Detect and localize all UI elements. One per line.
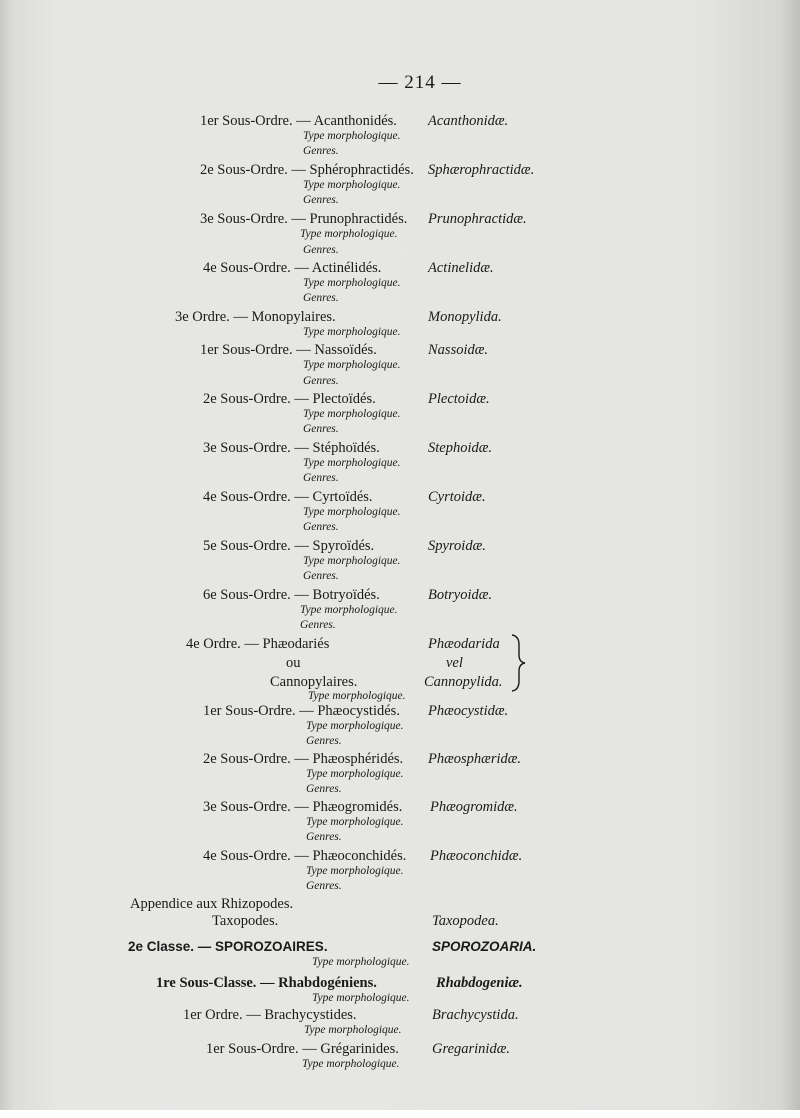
entry-text: 2e Sous-Ordre. — Plectoïdés. (203, 391, 376, 407)
entry-text: 4e Sous-Ordre. — Phæoconchidés. (203, 848, 407, 864)
entry-text: 3e Sous-Ordre. — Prunophractidés. (200, 211, 408, 227)
entry-type: Type morphologique. (308, 690, 406, 702)
class-heading-text: 2e Classe. — SPOROZOAIRES. (128, 939, 328, 954)
entry-text: 1er Sous-Ordre. — Phæocystidés. (203, 703, 400, 719)
entry-text: 4e Ordre. — Phæodariés (186, 636, 330, 652)
entry-genres: Genres. (303, 194, 339, 206)
entry-latin: Taxopodea. (432, 913, 499, 929)
appendix-heading: Appendice aux Rhizopodes. (130, 896, 294, 912)
entry-latin: Monopylida. (428, 309, 502, 325)
entry-type: Type morphologique. (303, 326, 401, 338)
entry-genres: Genres. (306, 783, 342, 795)
class-heading (128, 939, 328, 955)
entry-latin: Stephoidæ. (428, 440, 493, 456)
curly-brace-icon (508, 633, 530, 693)
entry-type: Type morphologique. (306, 720, 404, 732)
subclass-heading: 1re Sous-Classe. — Rhabdogéniens. (156, 975, 377, 991)
entry-genres: Genres. (306, 880, 342, 892)
entry-latin: SPOROZOARIA. (432, 939, 537, 954)
entry-latin: Phæosphæridæ. (428, 751, 522, 767)
entry-type: Type morphologique. (303, 130, 401, 142)
entry-genres: Genres. (300, 619, 336, 631)
entry-latin: Plectoidæ. (428, 391, 490, 407)
entry-text: 3e Sous-Ordre. — Stéphoïdés. (203, 440, 380, 456)
entry-latin: Phæodarida (428, 636, 500, 652)
entry-text: 1er Sous-Ordre. — Nassoïdés. (200, 342, 377, 358)
entry-genres: Genres. (303, 570, 339, 582)
entry-latin: Phæogromidæ. (430, 799, 518, 815)
entry-type: Type morphologique. (303, 408, 401, 420)
entry-type: Type morphologique. (306, 865, 404, 877)
entry-text: 2e Sous-Ordre. — Sphérophractidés. (200, 162, 414, 178)
page-number: — 214 — (378, 72, 462, 93)
entry-latin: Gregarinidæ. (432, 1041, 511, 1057)
entry-latin: vel (446, 655, 463, 671)
entry-latin: Nassoidæ. (428, 342, 489, 358)
entry-text: ou (286, 655, 301, 671)
entry-genres: Genres. (303, 292, 339, 304)
entry-type: Type morphologique. (303, 457, 401, 469)
entry-latin: Phæoconchidæ. (430, 848, 523, 864)
entry-type: Type morphologique. (303, 179, 401, 191)
entry-text: 3e Sous-Ordre. — Phæogromidés. (203, 799, 403, 815)
entry-type: Type morphologique. (312, 956, 410, 968)
entry-text: 4e Sous-Ordre. — Actinélidés. (203, 260, 382, 276)
entry-genres: Genres. (306, 831, 342, 843)
entry-text: 5e Sous-Ordre. — Spyroïdés. (203, 538, 375, 554)
entry-type: Type morphologique. (312, 992, 410, 1004)
entry-type: Type morphologique. (303, 506, 401, 518)
entry-type: Type morphologique. (303, 277, 401, 289)
entry-type: Type morphologique. (306, 816, 404, 828)
entry-latin: Acanthonidæ. (428, 113, 509, 129)
entry-type: Type morphologique. (303, 359, 401, 371)
entry-genres: Genres. (303, 423, 339, 435)
entry-latin: Actinelidæ. (428, 260, 494, 276)
entry-latin: Phæocystidæ. (428, 703, 509, 719)
entry-genres: Genres. (303, 472, 339, 484)
entry-text: 3e Ordre. — Monopylaires. (175, 309, 336, 325)
entry-text: 1er Ordre. — Brachycystides. (183, 1007, 357, 1023)
entry-type: Type morphologique. (306, 768, 404, 780)
entry-latin: Cannopylida. (424, 674, 503, 690)
entry-latin: Brachycystida. (432, 1007, 519, 1023)
entry-type: Type morphologique. (300, 604, 398, 616)
entry-text: 4e Sous-Ordre. — Cyrtoïdés. (203, 489, 373, 505)
entry-type: Type morphologique. (302, 1058, 400, 1070)
entry-text: 6e Sous-Ordre. — Botryoïdés. (203, 587, 380, 603)
entry-type: Type morphologique. (300, 228, 398, 240)
entry-latin: Sphærophractidæ. (428, 162, 535, 178)
entry-type: Type morphologique. (304, 1024, 402, 1036)
entry-text: Taxopodes. (212, 913, 279, 929)
entry-text: 2e Sous-Ordre. — Phæosphéridés. (203, 751, 404, 767)
entry-type: Type morphologique. (303, 555, 401, 567)
entry-genres: Genres. (303, 244, 339, 256)
entry-latin: Prunophractidæ. (428, 211, 527, 227)
entry-latin: Botryoidæ. (428, 587, 493, 603)
entry-genres: Genres. (303, 375, 339, 387)
entry-genres: Genres. (306, 735, 342, 747)
entry-latin: Rhabdogeniæ. (436, 975, 523, 991)
entry-latin: Cyrtoidæ. (428, 489, 486, 505)
entry-text: Cannopylaires. (270, 674, 358, 690)
entry-latin: Spyroidæ. (428, 538, 486, 554)
entry-genres: Genres. (303, 521, 339, 533)
entry-text: 1er Sous-Ordre. — Grégarinides. (206, 1041, 399, 1057)
entry-genres: Genres. (303, 145, 339, 157)
entry-text: 1er Sous-Ordre. — Acanthonidés. (200, 113, 397, 129)
